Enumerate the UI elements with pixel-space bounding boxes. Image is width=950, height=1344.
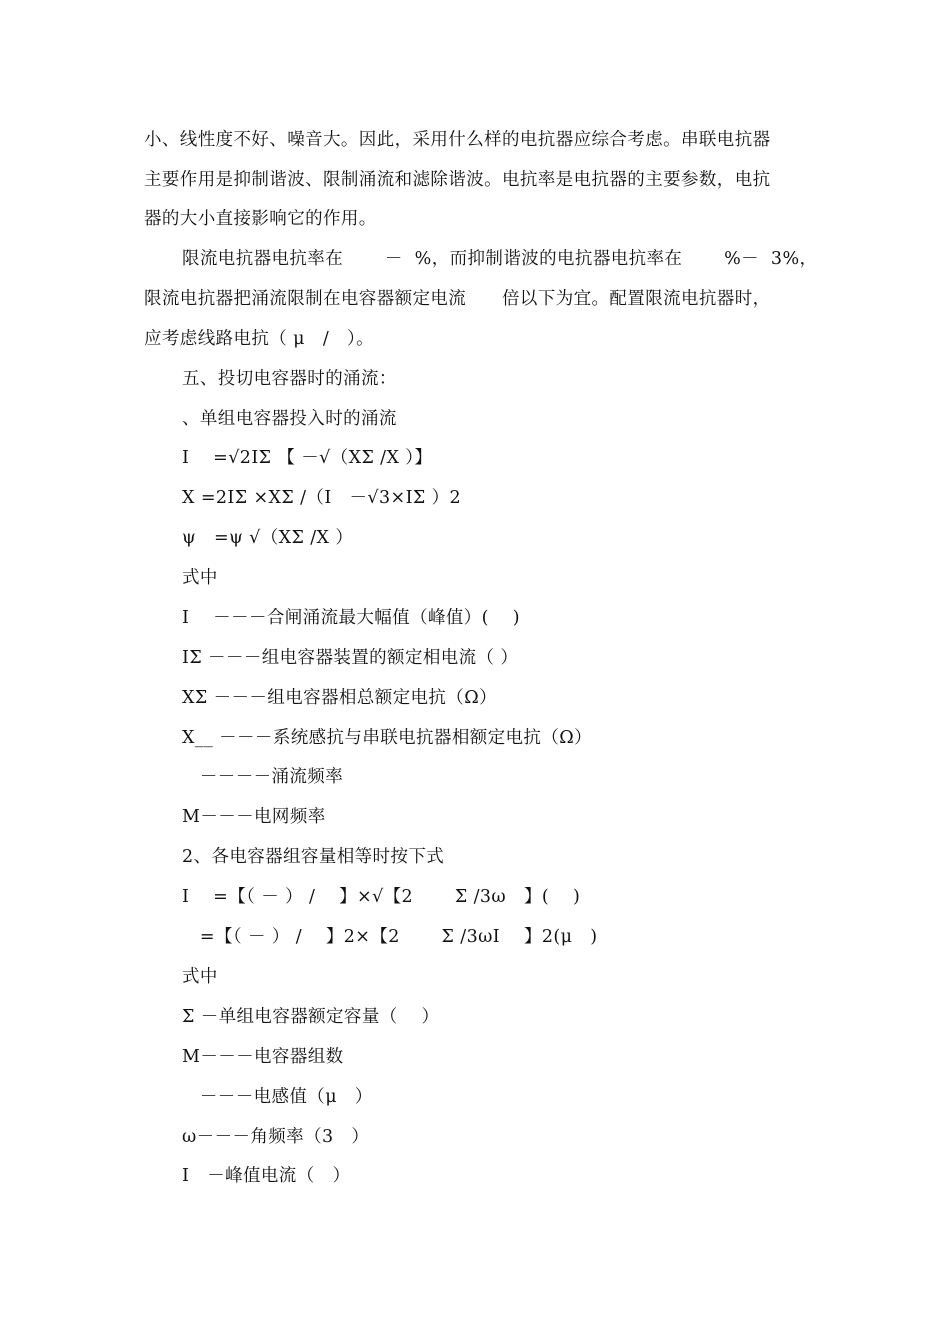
paragraph2-line1: 限流电抗器电抗率在 － %，而抑制谐波的电抗器电抗率在 %－ 3%，	[182, 249, 818, 269]
subsection1-formula2: X =2IΣ ×XΣ /（I －√3×IΣ ）2	[182, 488, 462, 508]
subsection2-formula1: I =【（ － ） / 】×√【2 Σ /3ω 】( )	[182, 887, 581, 907]
subsection1-def4: X__ －－－系统感抗与串联电抗器相额定电抗（Ω）	[182, 728, 593, 748]
subsection2-title: 2、各电容器组容量相等时按下式	[182, 847, 445, 867]
subsection2-where: 式中	[182, 967, 218, 987]
subsection2-def5: I －峰值电流（ ）	[182, 1166, 351, 1186]
subsection1-def6: M－－－电网频率	[182, 807, 326, 827]
subsection2-def3: －－－电感值（μ ）	[182, 1087, 373, 1107]
paragraph1-line3: 器的大小直接影响它的作用。	[144, 209, 377, 229]
paragraph1-line1: 小、线性度不好、噪音大。因此，采用什么样的电抗器应综合考虑。串联电抗器	[144, 130, 771, 150]
paragraph2-line3: 应考虑线路电抗（ μ / ）。	[144, 329, 375, 349]
subsection2-def2: M－－－电容器组数	[182, 1047, 344, 1067]
section-title: 五、投切电容器时的涌流：	[182, 369, 397, 389]
paragraph1-line2: 主要作用是抑制谐波、限制涌流和滤除谐波。电抗率是电抗器的主要参数，电抗	[144, 170, 771, 190]
subsection1-def3: XΣ －－－组电容器相总额定电抗（Ω）	[182, 688, 498, 708]
subsection1-def2: IΣ －－－组电容器装置的额定相电流（ ）	[182, 648, 519, 668]
paragraph2-line2: 限流电抗器把涌流限制在电容器额定电流 倍以下为宜。配置限流电抗器时，	[144, 289, 771, 309]
subsection2-def4: ω－－－角频率（3 ）	[182, 1127, 370, 1147]
subsection2-def1: Σ －单组电容器额定容量（ ）	[182, 1007, 440, 1027]
subsection1-def1: I －－－合闸涌流最大幅值（峰值）( )	[182, 608, 520, 628]
subsection1-title: 、单组电容器投入时的涌流	[182, 409, 397, 429]
subsection1-formula3: ψ =ψ √（XΣ /X ）	[182, 528, 354, 548]
subsection1-formula1: I =√2IΣ 【 －√（XΣ /X ）】	[182, 448, 433, 468]
subsection2-formula2: =【（ － ） / 】2×【2 Σ /3ωI 】2(μ )	[182, 927, 598, 947]
subsection1-where: 式中	[182, 568, 218, 588]
subsection1-def5: －－－－涌流频率	[182, 767, 344, 787]
